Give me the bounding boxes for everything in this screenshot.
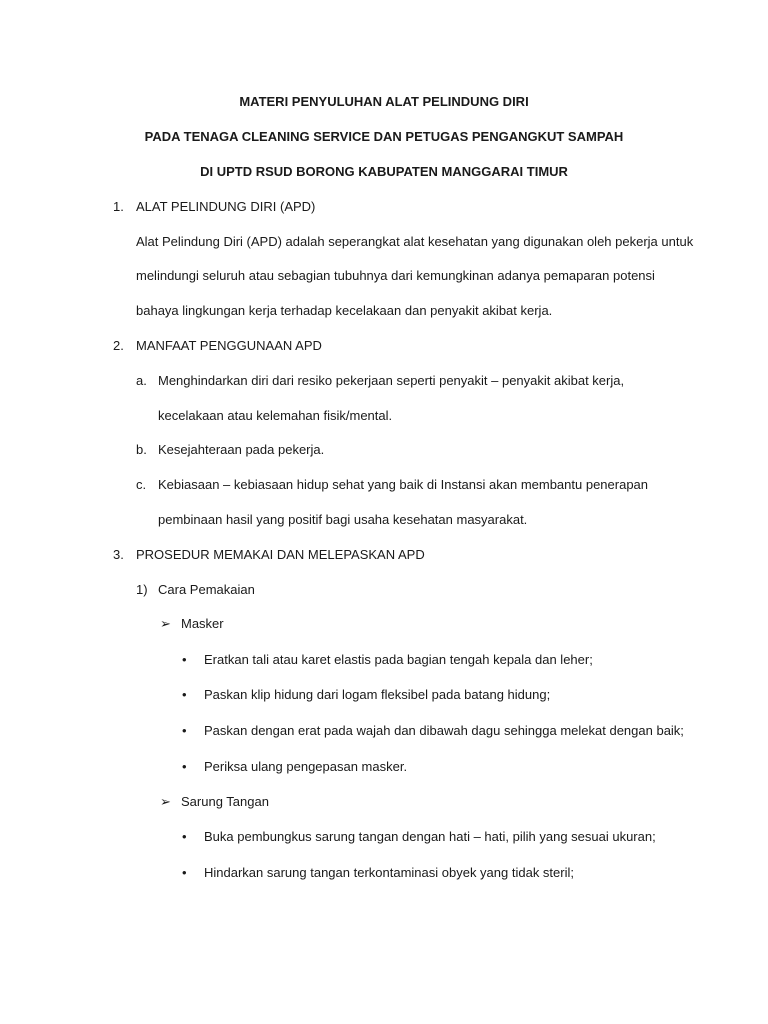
section-1-heading: ALAT PELINDUNG DIRI (APD): [136, 199, 316, 214]
bullet-item-text: Periksa ulang pengepasan masker.: [204, 759, 408, 774]
section-2-heading: MANFAAT PENGGUNAAN APD: [136, 338, 322, 353]
document-title-line-1: MATERI PENYULUHAN ALAT PELINDUNG DIRI: [239, 94, 529, 109]
section-2-number: 2.: [113, 338, 124, 353]
list-item-text: kecelakaan atau kelemahan fisik/mental.: [158, 408, 393, 423]
list-marker-a: a.: [136, 373, 147, 388]
bullet-item-text: Paskan dengan erat pada wajah dan dibawah dagu sehingga melekat dengan baik;: [204, 723, 684, 738]
list-marker-b: b.: [136, 442, 147, 457]
document-title-line-3: DI UPTD RSUD BORONG KABUPATEN MANGGARAI TIMUR: [200, 164, 568, 179]
section-3-number: 3.: [113, 547, 124, 562]
bullet-dot-icon: •: [182, 829, 187, 844]
sublist-label-cara-pemakaian: Cara Pemakaian: [158, 582, 255, 597]
arrow-bullet-icon: ➢: [160, 616, 171, 631]
section-1-number: 1.: [113, 199, 124, 214]
bullet-dot-icon: •: [182, 652, 187, 667]
bullet-dot-icon: •: [182, 865, 187, 880]
bullet-item-text: Hindarkan sarung tangan terkontaminasi obyek yang tidak steril;: [204, 865, 574, 880]
list-item-text: pembinaan hasil yang positif bagi usaha kesehatan masyarakat.: [158, 512, 528, 527]
list-item-text: Menghindarkan diri dari resiko pekerjaan seperti penyakit – penyakit akibat kerja,: [158, 373, 625, 388]
section-1-paragraph-line: Alat Pelindung Diri (APD) adalah seperangkat alat kesehatan yang digunakan oleh pekerja untuk: [136, 234, 694, 249]
list-item-text: Kebiasaan – kebiasaan hidup sehat yang baik di Instansi akan membantu penerapan: [158, 477, 649, 492]
bullet-item-text: Buka pembungkus sarung tangan dengan hati – hati, pilih yang sesuai ukuran;: [204, 829, 656, 844]
sublist-marker-1: 1): [136, 582, 148, 597]
section-1-paragraph-line: bahaya lingkungan kerja terhadap kecelakaan dan penyakit akibat kerja.: [136, 303, 553, 318]
section-3-heading: PROSEDUR MEMAKAI DAN MELEPASKAN APD: [136, 547, 425, 562]
group-label-sarung-tangan: Sarung Tangan: [181, 794, 269, 809]
list-marker-c: c.: [136, 477, 147, 492]
document-title-line-2: PADA TENAGA CLEANING SERVICE DAN PETUGAS PENGANGKUT SAMPAH: [144, 129, 624, 144]
bullet-dot-icon: •: [182, 723, 187, 738]
bullet-item-text: Eratkan tali atau karet elastis pada bagian tengah kepala dan leher;: [204, 652, 593, 667]
bullet-dot-icon: •: [182, 759, 187, 774]
bullet-item-text: Paskan klip hidung dari logam fleksibel pada batang hidung;: [204, 687, 551, 702]
arrow-bullet-icon: ➢: [160, 794, 171, 809]
group-label-masker: Masker: [181, 616, 224, 631]
bullet-dot-icon: •: [182, 687, 187, 702]
list-item-text: Kesejahteraan pada pekerja.: [158, 442, 325, 457]
section-1-paragraph-line: melindungi seluruh atau sebagian tubuhnya dari kemungkinan adanya pemaparan potensi: [136, 268, 655, 283]
